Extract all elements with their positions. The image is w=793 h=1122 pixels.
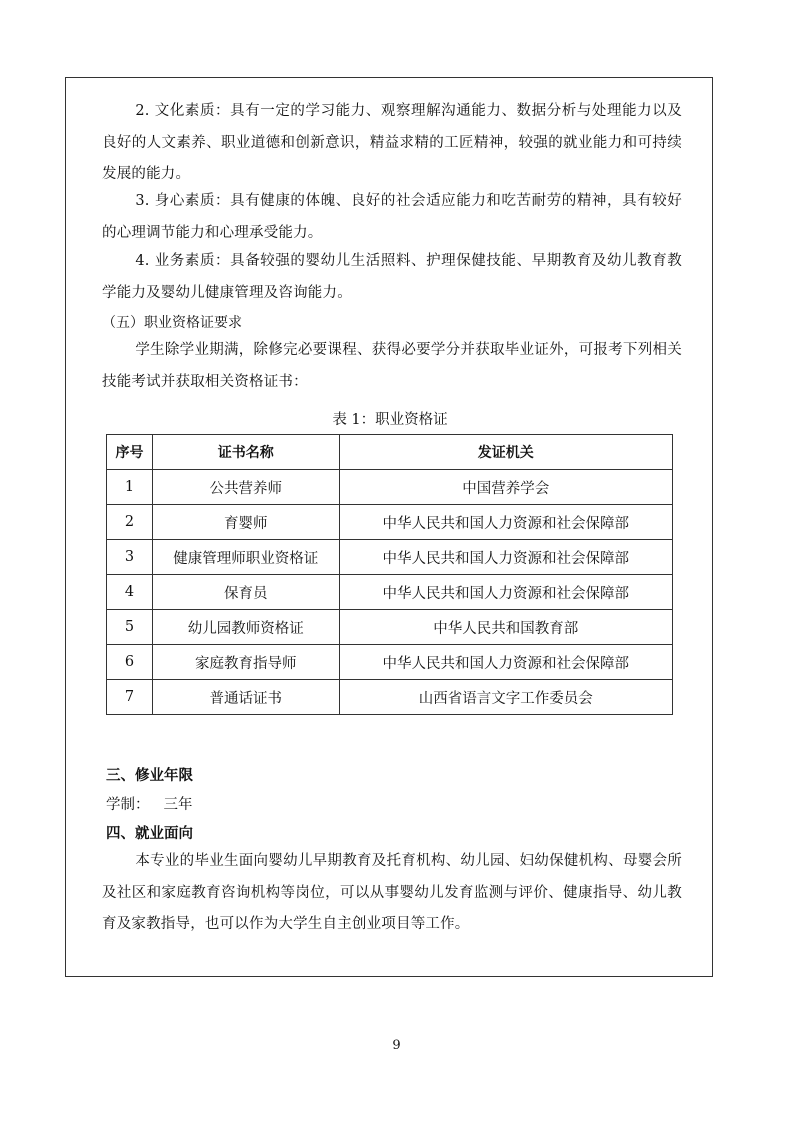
paragraph-culture-quality: 2. 文化素质：具有一定的学习能力、观察理解沟通能力、数据分析与处理能力以及良好的人文素养、职业道德和创新意识，精益求精的工匠精神，较强的就业能力和可持续发展的能力。	[102, 103, 682, 182]
header-index: 序号	[107, 435, 153, 470]
cell-issuer: 中华人民共和国教育部	[339, 610, 672, 645]
cell-index: 3	[107, 540, 153, 575]
certificate-table	[106, 434, 673, 715]
cell-issuer: 中华人民共和国人力资源和社会保障部	[339, 575, 672, 610]
paragraph-business-quality: 4. 业务素质：具备较强的婴幼儿生活照料、护理保健技能、早期教育及幼儿教育教学能力及婴幼儿健康管理及咨询能力。	[102, 253, 682, 301]
paragraph-employment: 本专业的毕业生面向婴幼儿早期教育及托育机构、幼儿园、妇幼保健机构、母婴会所及社区和家庭教育咨询机构等岗位，可以从事婴幼儿发育监测与评价、健康指导、幼儿教育及家教指导，也可以作为大学生自主创业项目等工作。	[102, 853, 682, 932]
study-years-value: 三年	[163, 797, 193, 813]
table-header-row	[107, 435, 673, 470]
cell-cert-name: 普通话证书	[152, 680, 339, 715]
heading-employment: 四、就业面向	[106, 826, 193, 842]
page-number: 9	[392, 1038, 401, 1053]
content-frame	[65, 77, 713, 977]
table-caption: 表 1：职业资格证	[332, 412, 448, 428]
cell-issuer: 中华人民共和国人力资源和社会保障部	[339, 540, 672, 575]
heading-study-years: 三、修业年限	[106, 768, 193, 784]
table-row	[107, 505, 673, 540]
cell-cert-name: 幼儿园教师资格证	[152, 610, 339, 645]
cell-issuer: 中华人民共和国人力资源和社会保障部	[339, 645, 672, 680]
table-row	[107, 610, 673, 645]
cell-index: 5	[107, 610, 153, 645]
paragraph-certificate-intro: 学生除学业期满，除修完必要课程、获得必要学分并获取毕业证外，可报考下列相关技能考试并获取相关资格证书：	[102, 342, 682, 390]
header-issuer: 发证机关	[339, 435, 672, 470]
cell-index: 1	[107, 470, 153, 505]
cell-index: 6	[107, 645, 153, 680]
cell-cert-name: 育婴师	[152, 505, 339, 540]
table-row	[107, 540, 673, 575]
table-row	[107, 645, 673, 680]
cell-cert-name: 家庭教育指导师	[152, 645, 339, 680]
cell-issuer: 山西省语言文字工作委员会	[339, 680, 672, 715]
header-cert-name: 证书名称	[152, 435, 339, 470]
cell-index: 7	[107, 680, 153, 715]
cell-cert-name: 公共营养师	[152, 470, 339, 505]
cell-issuer: 中国营养学会	[339, 470, 672, 505]
study-years-label: 学制：	[106, 797, 150, 813]
table-row	[107, 470, 673, 505]
study-years-line	[106, 793, 193, 817]
cell-index: 2	[107, 505, 153, 540]
cell-cert-name: 健康管理师职业资格证	[152, 540, 339, 575]
cell-index: 4	[107, 575, 153, 610]
table-row	[107, 680, 673, 715]
table-row	[107, 575, 673, 610]
paragraph-body-mind-quality: 3. 身心素质：具有健康的体魄、良好的社会适应能力和吃苦耐劳的精神，具有较好的心理调节能力和心理承受能力。	[102, 193, 682, 241]
subheading-certificate-requirements: （五）职业资格证要求	[102, 315, 242, 331]
cell-cert-name: 保育员	[152, 575, 339, 610]
cell-issuer: 中华人民共和国人力资源和社会保障部	[339, 505, 672, 540]
